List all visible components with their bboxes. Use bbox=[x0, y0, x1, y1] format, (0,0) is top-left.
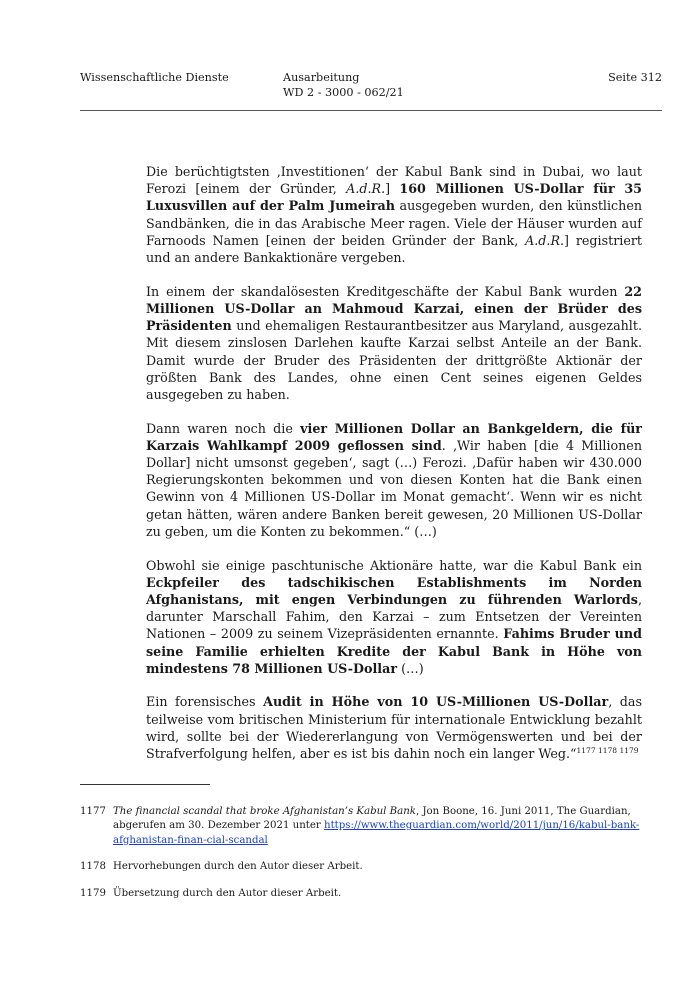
header-page-number: Seite 312 bbox=[608, 71, 662, 84]
header-institution: Wissenschaftliche Dienste bbox=[80, 71, 229, 84]
footnotes bbox=[80, 805, 662, 913]
header-divider bbox=[80, 110, 662, 111]
text-run: , Jon Boone, 16. Juni 2011, The Guardian, abgerufen am 30. Dezember 2021 unter bbox=[113, 806, 631, 832]
footnote-text: Übersetzung durch den Autor dieser Arbeit. bbox=[113, 887, 342, 899]
text-run-bold: Eckpfeiler des tadschikischen Establishments im Norden Afghanistans, mit engen Verbindungen zu führenden Warlords bbox=[146, 574, 642, 607]
page-header bbox=[80, 70, 662, 110]
footnote-text: Hervorhebungen durch den Autor dieser Arbeit. bbox=[113, 861, 363, 873]
text-run: Die berüchtigtsten ‚Investitionen‘ der Kabul Bank sind in Dubai, wo laut Ferozi [einem der Gründer, bbox=[146, 164, 642, 197]
footnote-1177 bbox=[80, 805, 662, 848]
footnote-link[interactable]: https://www.theguardian.com/world/2011/jun/16/kabul-bank-afghanistan-finan-cial-scandal bbox=[113, 820, 640, 846]
text-run: ausgegeben wurden, den künstlichen Sandbänken, die in das Arabische Meer ragen. Viele der Häuser wurden auf Farnoods Namen [einen der beiden Gründer der Bank, bbox=[146, 198, 643, 248]
footnote-references[interactable]: 1177 1178 1179 bbox=[576, 746, 639, 756]
text-run: , das teilweise vom britischen Ministerium für internationale Entwicklung bezahlt wird, sollte bei der Wiedererlangung von Vermögenswerten und bei der Strafverfolgung helfen, aber es ist bis dahin noch ein langer Weg.“ bbox=[146, 694, 642, 762]
text-run: ] bbox=[385, 181, 400, 197]
paragraph-audit bbox=[146, 693, 642, 762]
paragraph-mahmoud-karzai bbox=[146, 283, 642, 403]
text-run-bold: 22 Millionen US-Dollar an Mahmoud Karzai, einen der Brüder des Präsidenten bbox=[146, 283, 642, 334]
footnote-number: 1177 bbox=[80, 806, 106, 817]
paragraph-establishment bbox=[146, 557, 642, 677]
text-run-italic: A.d.R. bbox=[346, 181, 386, 197]
footnote-number: 1178 bbox=[80, 861, 106, 873]
text-run: In einem der skandalösesten Kreditgeschäfte der Kabul Bank wurden bbox=[146, 283, 625, 299]
text-run: Obwohl sie einige paschtunische Aktionäre hatte, war die Kabul Bank ein bbox=[146, 557, 642, 573]
text-run-bold: 160 Millionen US-Dollar für 35 Luxusvillen auf der Palm Jumeirah bbox=[146, 181, 643, 214]
footnote-divider bbox=[80, 784, 210, 785]
text-run-italic: A.d.R. bbox=[525, 232, 565, 248]
text-run: Dann waren noch die bbox=[146, 420, 301, 436]
footnote-1178 bbox=[80, 860, 662, 874]
text-run: ] registriert und an andere Bankaktionäre vergeben. bbox=[146, 232, 643, 266]
paragraph-dubai bbox=[146, 163, 642, 266]
text-run: und ehemaligen Restaurantbesitzer aus Maryland, ausgezahlt. Mit diesem zinslosen Darlehen kaufte Karzai selbst Anteile an der Bank. Damit wurde der Bruder des Präsidenten der drittgrößte Aktionär der größten Bank des Landes, ohne einen Cent seines eigenen Geldes ausgegeben zu haben. bbox=[146, 318, 642, 402]
footnote-number: 1179 bbox=[80, 887, 106, 899]
header-doc-number: WD 2 - 3000 - 062/21 bbox=[283, 86, 404, 99]
main-text bbox=[146, 163, 642, 779]
footnote-article-title: The financial scandal that broke Afghanistan’s Kabul Bank bbox=[113, 806, 416, 817]
header-doc-kind: Ausarbeitung bbox=[283, 71, 360, 84]
footnote-text bbox=[113, 805, 662, 848]
footnote-1179 bbox=[80, 887, 662, 901]
text-run-bold: vier Millionen Dollar an Bankgeldern, die für Karzais Wahlkampf 2009 geflossen sind bbox=[146, 420, 642, 453]
text-run: , darunter Marschall Fahim, den Karzai – zum Entsetzen der Vereinten Nationen – 2009 zu seinem Vizepräsidenten ernannte. bbox=[146, 591, 642, 642]
header-document-type bbox=[283, 70, 404, 100]
paragraph-campaign bbox=[146, 420, 642, 540]
text-run: Ein forensisches bbox=[146, 694, 264, 710]
text-run-bold: Fahims Bruder und seine Familie erhielten Kredite der Kabul Bank in Höhe von mindestens 78 Millionen US-Dollar bbox=[146, 626, 643, 676]
text-run: (…) bbox=[397, 660, 424, 676]
text-run: . ‚Wir haben [die 4 Millionen Dollar] nicht umsonst gegeben‘, sagt (…) Ferozi. ‚Dafür haben wir 430.000 Regierungskonten bekommen und von diesen Konten hat die Bank einen Gewinn von 4 Millionen US-Dollar im Monat gemacht‘. Wenn wir es nicht getan hätten, wären andere Banken bereit gewesen, 20 Millionen US-Dollar zu geben, um die Konten zu bekommen.“ (…) bbox=[146, 437, 642, 539]
text-run-bold: Audit in Höhe von 10 US-Millionen US-Dollar bbox=[263, 694, 609, 710]
